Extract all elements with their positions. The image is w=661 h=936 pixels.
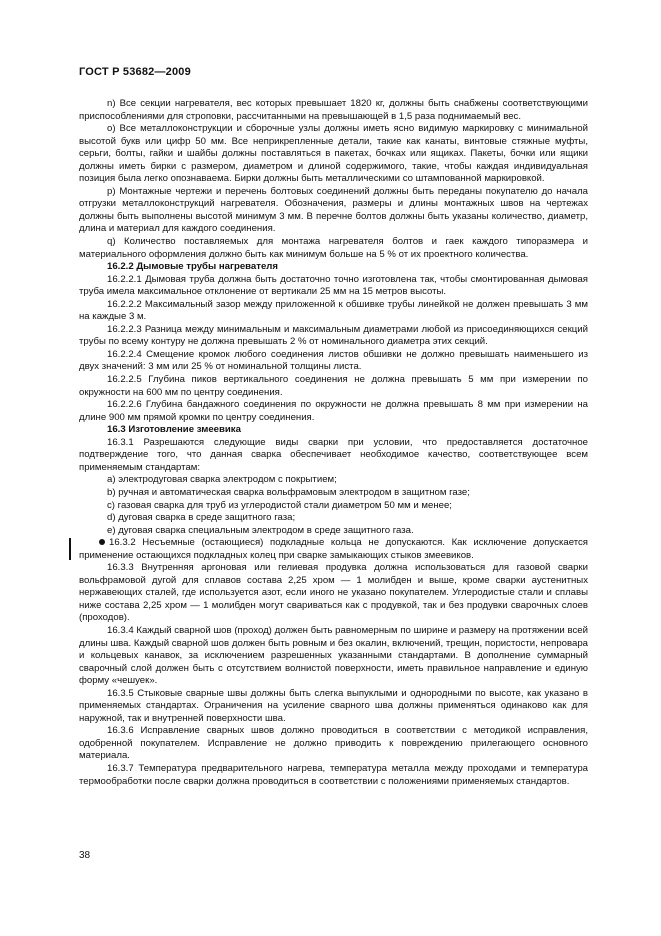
list-item-c: c) газовая сварка для труб из углеродистой стали диаметром 50 мм и менее; — [107, 499, 452, 511]
document-body — [79, 98, 588, 788]
clause-16-3-3: 16.3.3 Внутренняя аргоновая или гелиевая продувка должна использоваться для газовой сварки вольфрамовой дугой для сплавов состава 2,25 хром — 1 молибден и выше, кроме сварки аустенитных нержавеющих сталей, где используется азот, если иного не указано покупателем. Углеродистые стали и сплавы ниже состава 2,25 хром — 1 молибден могут свариваться как с продувкой, так и без продувки сварочных слоев (проходов). — [79, 562, 588, 624]
clause-16-2-2-5: 16.2.2.5 Глубина пиков вертикального соединения не должна превышать 5 мм при измерении по окружности на 600 мм по центру соединения. — [79, 374, 588, 398]
clause-16-2-2-6: 16.2.2.6 Глубина бандажного соединения по окружности не должна превышать 8 мм при измерении на длине 900 мм прямой кромки по центру соединения. — [79, 399, 588, 423]
clause-16-2-2-1: 16.2.2.1 Дымовая труба должна быть достаточно точно изготовлена так, чтобы смонтированная дымовая труба имела максимальное отклонение от вертикали 25 мм на 15 метров высоты. — [79, 273, 588, 298]
clause-16-3-1: 16.3.1 Разрешаются следующие виды сварки при условии, что предоставляется достаточное подтверждение того, что данная сварка обеспечивает необходимое качество, соответствующее всем применяемым стандартам: — [79, 436, 588, 473]
list-item-b: b) ручная и автоматическая сварка вольфрамовым электродом в защитном газе; — [107, 486, 470, 498]
clause-16-2-2-2: 16.2.2.2 Максимальный зазор между приложенной к обшивке трубы линейкой не должен превышать 3 мм на каждые 3 м. — [79, 298, 588, 323]
page-number: 38 — [79, 850, 91, 861]
document-header: ГОСТ Р 53682—2009 — [79, 66, 191, 78]
section-heading-16-3: 16.3 Изготовление змеевика — [107, 424, 241, 436]
list-item-a: a) электродуговая сварка электродом с покрытием; — [107, 474, 337, 486]
clause-16-2-2-4: 16.2.2.4 Смещение кромок любого соединения листов обшивки не должно превышать наименьшего из двух значений: 3 мм или 25 % от номинальной толщины листа. — [79, 348, 588, 373]
clause-16-3-2-text: 16.3.2 Несъемные (остающиеся) подкладные кольца не допускаются. Как исключение допускается применение остающихся подкладных колец при сварке замыкающих стыков змеевиков. — [79, 537, 588, 561]
clause-16-3-7: 16.3.7 Температура предварительного нагрева, температура металла между проходами и температура термообработки после сварки должна проводиться в соответствии с положениями применяемых стандартов. — [79, 762, 588, 787]
section-heading-16-2-2: 16.2.2 Дымовые трубы нагревателя — [107, 261, 278, 273]
clause-16-2-2-3: 16.2.2.3 Разница между минимальным и максимальным диаметрами любой из присоединяющихся секций трубы по всему контуру не должна превышать 2 % от номинального диаметра этих секций. — [79, 323, 588, 348]
clause-16-3-2 — [79, 537, 588, 562]
clause-16-3-5: 16.3.5 Стыковые сварные швы должны быть слегка выпуклыми и однородными по высоте, как указано в применяемых стандартах. Ограничения на усиление сварного шва должны применяться одинаково как для наружной, так и внутренней поверхности шва. — [79, 687, 588, 724]
item-q: q) Количество поставляемых для монтажа нагревателя болтов и гаек каждого типоразмера и материального оформления должно быть как минимум больше на 5 % от их проектного количества. — [79, 236, 588, 260]
item-n: n) Все секции нагревателя, вес которых превышает 1820 кг, должны быть снабжены соответствующими приспособлениями для строповки, рассчитанными на превышающей в 1,5 раза поднимаемый вес. — [79, 98, 588, 122]
list-item-e: e) дуговая сварка специальным электродом в среде защитного газа. — [107, 524, 414, 536]
change-marker-icon — [99, 539, 105, 545]
clause-16-3-4: 16.3.4 Каждый сварной шов (проход) должен быть равномерным по ширине и размеру на протяжении всей длины шва. Каждый сварной шов должен быть ровным и без окалин, включений, трещин, пористости, непровара и кольцевых канавок, за исключением разрешенных указанными стандартами. В дополнение суммарный сварочный слой должен быть с отсутствием волнистой поверхности, иметь правильное направление и единую форму «чешуек». — [79, 624, 588, 687]
change-bar — [69, 538, 71, 560]
item-p: p) Монтажные чертежи и перечень болтовых соединений должны быть переданы покупателю до начала отгрузки металлоконструкций нагревателя. Обозначения, размеры и длины монтажных швов на чертежах должны быть выполнены высотой минимум 3 мм. В перечне болтов должны быть указаны количество, диаметр, длина и материал для каждого соединения. — [79, 185, 588, 235]
clause-16-3-6: 16.3.6 Исправление сварных швов должно проводиться в соответствии с методикой исправления, одобренной покупателем. Исправление не должно приводить к повреждению прилегающего основного материала. — [79, 725, 588, 762]
list-item-d: d) дуговая сварка в среде защитного газа; — [107, 512, 296, 524]
item-o: o) Все металлоконструкции и сборочные узлы должны иметь ясно видимую маркировку с минимальной высотой букв или цифр 50 мм. Все неприкрепленные детали, такие как канаты, винтовые стяжные муфты, серьги, болты, гайки и шайбы должны поставляться в пакетах, бочках или ящиках. Пакеты, бочки или ящики должны иметь бирки с размером, диаметром и длиной содержимого, такие, чтобы каждая индивидуальная позиция была легко опознаваема. Бирки должны быть металлическими со штампованной маркировкой. — [79, 123, 588, 185]
